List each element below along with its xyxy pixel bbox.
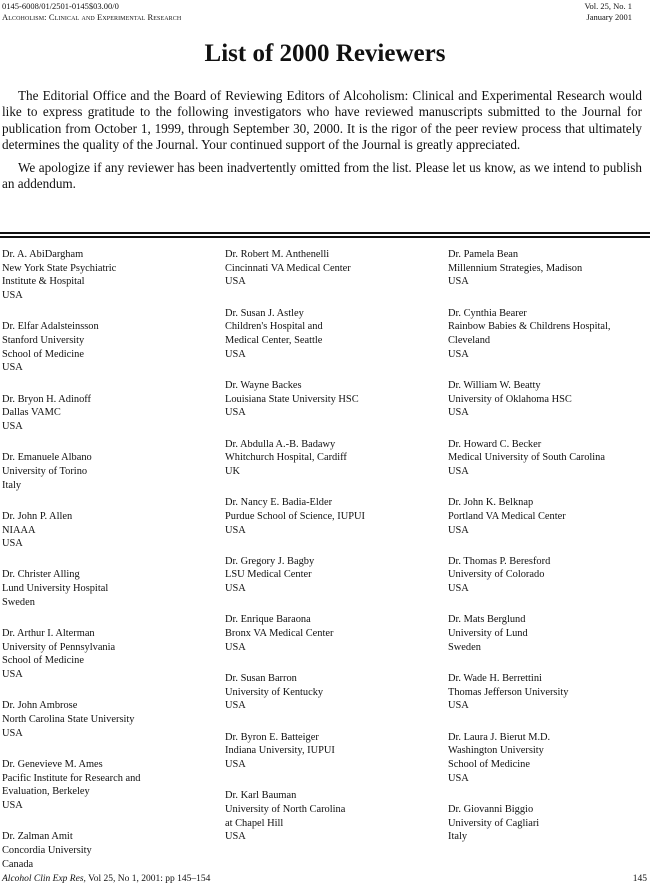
reviewer-country: USA	[2, 800, 23, 812]
reviewer-affiliation: Indiana University, IUPUI	[225, 745, 335, 757]
reviewer-entry	[225, 248, 440, 289]
reviewer-country: USA	[2, 362, 23, 374]
reviewer-entry	[448, 672, 650, 713]
reviewer-entry	[2, 627, 217, 682]
reviewer-affiliation: Stanford University	[2, 335, 85, 347]
reviewer-affiliation: Children's Hospital and	[225, 321, 323, 333]
reviewer-column-2	[225, 248, 440, 862]
journal-name: Alcoholism: Clinical and Experimental Research	[2, 12, 182, 22]
reviewer-country: Sweden	[448, 641, 481, 653]
reviewer-affiliation: University of North Carolina	[225, 803, 346, 815]
reviewer-entry	[225, 307, 440, 362]
reviewer-affiliation: Medical Center, Seattle	[225, 335, 323, 347]
reviewer-name: Dr. Bryon H. Adinoff	[2, 393, 91, 405]
reviewer-affiliation: Dallas VAMC	[2, 407, 61, 419]
reviewer-affiliation: Bronx VA Medical Center	[225, 628, 334, 640]
reviewer-entry	[225, 672, 440, 713]
reviewer-entry	[448, 307, 650, 362]
reviewer-name: Dr. Gregory J. Bagby	[225, 555, 315, 567]
reviewer-affiliation: Louisiana State University HSC	[225, 393, 359, 405]
reviewer-affiliation: Thomas Jefferson University	[448, 686, 569, 698]
reviewer-affiliation: University of Colorado	[448, 569, 545, 581]
reviewer-country: USA	[225, 583, 246, 595]
reviewer-name: Dr. Emanuele Albano	[2, 452, 92, 464]
reviewer-name: Dr. Zalman Amit	[2, 831, 73, 843]
reviewer-name: Dr. Wade H. Berrettini	[448, 672, 542, 684]
reviewer-country: USA	[448, 407, 469, 419]
reviewer-country: USA	[448, 583, 469, 595]
reviewer-country: USA	[2, 290, 23, 302]
page-footer	[2, 873, 210, 885]
reviewer-entry	[448, 803, 650, 844]
reviewer-country: USA	[225, 700, 246, 712]
reviewer-affiliation: Lund University Hospital	[2, 583, 109, 595]
reviewer-affiliation: at Chapel Hill	[225, 817, 284, 829]
volume-issue: Vol. 25, No. 1	[584, 1, 632, 11]
reviewer-affiliation: Institute & Hospital	[2, 276, 85, 288]
reviewer-affiliation: School of Medicine	[448, 758, 530, 770]
reviewer-entry	[2, 320, 217, 375]
reviewer-name: Dr. John Ambrose	[2, 700, 78, 712]
reviewer-name: Dr. Arthur I. Alterman	[2, 628, 95, 640]
reviewer-entry	[225, 613, 440, 654]
reviewer-country: USA	[225, 758, 246, 770]
reviewer-affiliation: Washington University	[448, 745, 544, 757]
reviewer-country: USA	[225, 348, 246, 360]
reviewer-affiliation: North Carolina State University	[2, 714, 135, 726]
reviewer-name: Dr. Howard C. Becker	[448, 438, 542, 450]
reviewer-affiliation: University of Pennsylvania	[2, 641, 116, 653]
reviewer-country: USA	[2, 669, 23, 681]
reviewer-entry	[448, 248, 650, 289]
reviewer-name: Dr. Mats Berglund	[448, 614, 526, 626]
divider-bottom	[0, 236, 650, 238]
reviewer-entry	[448, 379, 650, 420]
issue-date: January 2001	[586, 12, 632, 22]
intro-paragraph-1: The Editorial Office and the Board of Reviewing Editors of Alcoholism: Clinical and Experimental Research would like to express gratitude to the following investigators who have reviewed manuscripts submitted to the Journal for publication from October 1, 1999, through September 30, 2000. It is the rigor of the peer review process that ultimately determines the quality of the Journal. Your continued support of the Journal is greatly appreciated.	[2, 88, 642, 153]
reviewer-country: USA	[225, 407, 246, 419]
reviewer-name: Dr. Wayne Backes	[225, 379, 302, 391]
reviewer-name: Dr. Abdulla A.-B. Badawy	[225, 438, 336, 450]
reviewer-affiliation: New York State Psychiatric	[2, 262, 117, 274]
reviewer-affiliation: Medical University of South Carolina	[448, 452, 605, 464]
reviewer-entry	[448, 496, 650, 537]
reviewer-name: Dr. Laura J. Bierut M.D.	[448, 731, 551, 743]
reviewer-entry	[2, 568, 217, 609]
reviewer-entry	[448, 613, 650, 654]
reviewer-country: Italy	[2, 479, 22, 491]
reviewer-entry	[2, 830, 217, 871]
reviewer-name: Dr. Giovanni Biggio	[448, 803, 534, 815]
reviewer-country: Sweden	[2, 596, 35, 608]
reviewer-name: Dr. Nancy E. Badia-Elder	[225, 497, 333, 509]
reviewer-name: Dr. Enrique Baraona	[225, 614, 311, 626]
reviewer-affiliation: School of Medicine	[2, 348, 84, 360]
reviewer-country: USA	[448, 772, 469, 784]
reviewer-affiliation: Evaluation, Berkeley	[2, 786, 90, 798]
reviewer-name: Dr. John K. Belknap	[448, 497, 534, 509]
reviewer-entry	[225, 789, 440, 844]
reviewer-name: Dr. John P. Allen	[2, 510, 73, 522]
reviewer-country: USA	[2, 727, 23, 739]
reviewer-name: Dr. A. AbiDargham	[2, 249, 84, 260]
intro-paragraph-2: We apologize if any reviewer has been inadvertently omitted from the list. Please let us know, as we intend to publish an addendum.	[2, 159, 642, 192]
reviewer-name: Dr. Susan Barron	[225, 672, 297, 684]
reviewer-affiliation: NIAAA	[2, 524, 36, 536]
article-code: 0145-6008/01/2501-0145$03.00/0	[2, 1, 119, 11]
reviewer-affiliation: University of Lund	[448, 628, 528, 640]
reviewer-country: Canada	[2, 858, 34, 870]
reviewer-country: USA	[2, 538, 23, 550]
reviewer-entry	[2, 248, 217, 303]
reviewer-entry	[225, 496, 440, 537]
reviewer-country: USA	[2, 421, 23, 433]
reviewer-country: USA	[225, 524, 246, 536]
reviewer-name: Dr. Thomas P. Beresford	[448, 555, 551, 567]
page-number: 145	[632, 874, 647, 884]
reviewer-name: Dr. Robert M. Anthenelli	[225, 249, 330, 260]
reviewer-name: Dr. Karl Bauman	[225, 790, 297, 802]
reviewer-country: USA	[448, 524, 469, 536]
divider-top	[0, 232, 650, 234]
reviewer-country: USA	[225, 831, 246, 843]
running-header-left	[2, 1, 181, 23]
intro-text	[2, 88, 642, 198]
reviewer-entry	[448, 555, 650, 596]
reviewer-entry	[2, 699, 217, 740]
reviewer-entry	[225, 379, 440, 420]
reviewer-affiliation: Cincinnati VA Medical Center	[225, 262, 351, 274]
reviewer-affiliation: Whitchurch Hospital, Cardiff	[225, 452, 347, 464]
reviewer-name: Dr. Cynthia Bearer	[448, 307, 527, 319]
reviewer-affiliation: Cleveland	[448, 335, 491, 347]
reviewer-affiliation: University of Kentucky	[225, 686, 324, 698]
reviewer-country: UK	[225, 465, 241, 477]
reviewer-affiliation: Portland VA Medical Center	[448, 510, 566, 522]
reviewer-name: Dr. Genevieve M. Ames	[2, 758, 103, 770]
footer-citation: Vol 25, No 1, 2001: pp 145–154	[85, 874, 211, 884]
reviewer-country: USA	[448, 700, 469, 712]
reviewer-entry	[448, 731, 650, 786]
reviewer-affiliation: University of Oklahoma HSC	[448, 393, 572, 405]
reviewer-entry	[225, 555, 440, 596]
reviewer-name: Dr. Pamela Bean	[448, 249, 519, 260]
reviewer-affiliation: Concordia University	[2, 845, 92, 856]
reviewer-entry	[2, 451, 217, 492]
reviewer-entry	[2, 758, 217, 813]
reviewer-affiliation: Millennium Strategies, Madison	[448, 262, 583, 274]
reviewer-country: USA	[225, 276, 246, 288]
reviewer-name: Dr. William W. Beatty	[448, 379, 541, 391]
reviewer-column-1	[2, 248, 217, 889]
reviewer-affiliation: University of Cagliari	[448, 817, 540, 829]
reviewer-affiliation: Pacific Institute for Research and	[2, 772, 141, 784]
page-title: List of 2000 Reviewers	[204, 40, 446, 67]
footer-journal: Alcohol Clin Exp Res,	[2, 874, 86, 884]
reviewer-country: USA	[448, 276, 469, 288]
reviewer-entry	[225, 731, 440, 772]
reviewer-affiliation: University of Torino	[2, 465, 88, 477]
reviewer-entry	[448, 438, 650, 479]
reviewer-affiliation: Rainbow Babies & Childrens Hospital,	[448, 321, 611, 333]
reviewer-country: USA	[225, 641, 246, 653]
reviewer-column-3	[448, 248, 650, 862]
reviewer-affiliation: LSU Medical Center	[225, 569, 312, 581]
reviewer-name: Dr. Elfar Adalsteinsson	[2, 321, 99, 333]
reviewer-affiliation: School of Medicine	[2, 655, 84, 667]
reviewer-entry	[2, 393, 217, 434]
reviewer-name: Dr. Byron E. Batteiger	[225, 731, 319, 743]
reviewer-entry	[2, 510, 217, 551]
reviewer-entry	[225, 438, 440, 479]
reviewer-country: USA	[448, 465, 469, 477]
reviewer-affiliation: Purdue School of Science, IUPUI	[225, 510, 365, 522]
reviewer-name: Dr. Susan J. Astley	[225, 307, 304, 319]
reviewer-country: Italy	[448, 831, 468, 843]
reviewer-name: Dr. Christer Alling	[2, 569, 80, 581]
running-header-right	[584, 1, 632, 23]
reviewer-country: USA	[448, 348, 469, 360]
